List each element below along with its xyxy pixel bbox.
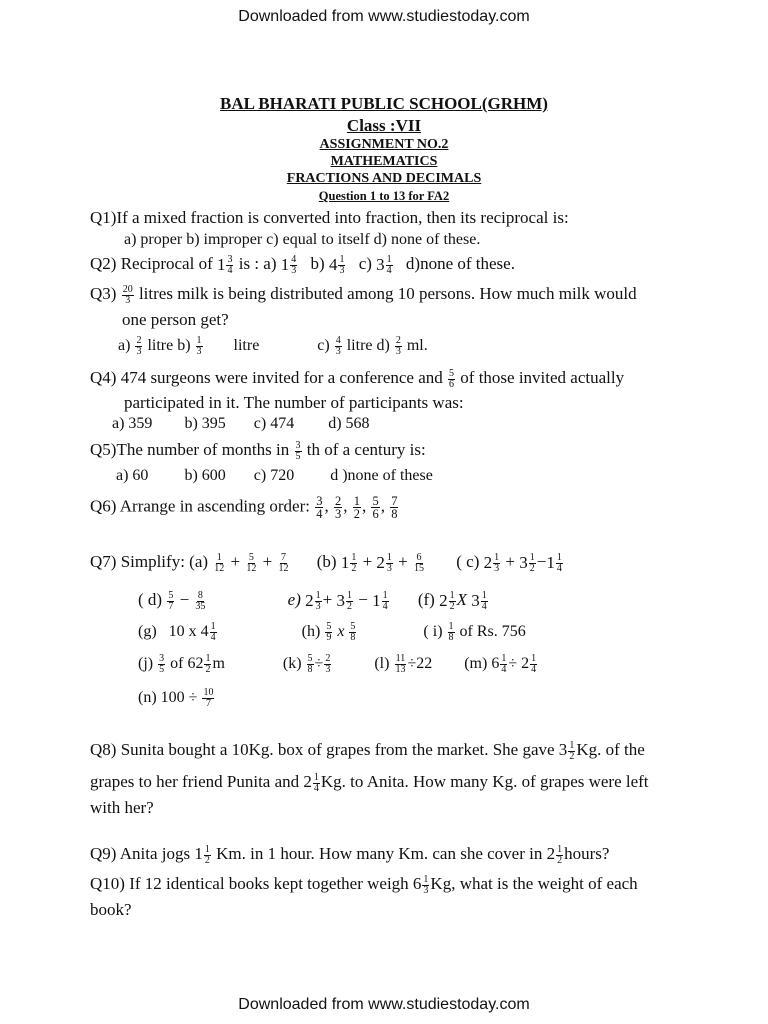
q3-of: ml. — [406, 337, 428, 355]
q8-line3: with her? — [90, 798, 154, 817]
q3-options: a) $\frac{2}{3}$ litre b) $\frac{1}{3}$ litre c) $\frac{4}{3}$ litre d) $\frac{2}{3}$ ml. — [118, 335, 428, 357]
q3-text2: one person get? — [122, 310, 229, 329]
q2-mixed: 1 3 4 — [216, 253, 233, 276]
top-watermark: Downloaded from www.studiestoday.com — [238, 8, 530, 25]
q3-od: c) — [317, 337, 330, 355]
q3-label: Q3) — [90, 284, 117, 303]
bottom-watermark: Downloaded from www.studiestoday.com — [238, 996, 530, 1013]
q5-opt-b: b) 600 — [184, 467, 226, 484]
q1-options: a) proper b) improper c) equal to itself d) none of these. — [124, 231, 481, 248]
q4-text2: of those invited actually — [460, 368, 625, 387]
q2-label: Q2) Reciprocal of — [90, 254, 213, 273]
q5-text2: th of a century is: — [306, 440, 426, 459]
q5-opt-c: c) 720 — [253, 467, 295, 484]
q6-text: Q6) Arrange in ascending order: — [90, 496, 310, 516]
q5-line: Q5)The number of months in $\frac{3}{5}$ th of a century is: — [90, 439, 426, 462]
q3-oa: a) — [118, 337, 131, 355]
assignment-title: ASSIGNMENT NO.2 — [319, 137, 449, 152]
q4-opt-a: a) 359 — [112, 415, 153, 432]
q7-j: (j) — [138, 655, 154, 673]
q7-h: (h) — [301, 623, 321, 641]
q8-line1: Q8) Sunita bought a 10Kg. box of grapes from the market. She gave 3 $\frac{1}{2}$ Kg. of the — [90, 739, 645, 762]
q7-f: (f) — [417, 590, 435, 609]
q7-i: ( i) — [423, 623, 443, 641]
q2-opt-a: 1 4 3 — [280, 253, 297, 276]
q7-row1: Q7) Simplify: (a) $\frac{1}{12}$ + $\frac{5}{12}$ + $\frac{7}{12}$ (b) 1 1 2 + 2 1 3 + $\frac{6}{15}$ ( c) 2 1 3 + 3 1 2 −1 1 4 — [90, 551, 562, 574]
q2-opt-c: 3 1 4 — [376, 253, 392, 276]
q2-d-label: d)none of these. — [405, 254, 515, 273]
q4-text3: participated in it. The number of participants was: — [124, 393, 464, 412]
q4-text: Q4) 474 surgeons were invited for a conference and — [90, 368, 443, 387]
q8-line2: grapes to her friend Punita and 2 $\frac{1}{4}$ Kg. to Anita. How many Kg. of grapes were left — [90, 771, 649, 794]
q2-b-label: b) — [310, 254, 325, 273]
q1-text: Q1)If a mixed fraction is converted into fraction, then its reciprocal is: — [90, 208, 569, 227]
q3-text: litres milk is being distributed among 10 persons. How much milk would — [138, 284, 637, 303]
q4-line: Q4) 474 surgeons were invited for a conference and $\frac{5}{6}$ of those invited actually — [90, 367, 625, 390]
q7-row4: (j) $\frac{3}{5}$ of 62 $\frac{1}{2}$ m (k) $\frac{5}{8}$ ÷ $\frac{2}{3}$ (l) $\frac{11}{13}$ ÷22 (m) 6 $\frac{1}{4}$ ÷ 2 $\frac{1}{4}$ — [138, 653, 537, 675]
q3-ob: litre b) — [147, 337, 191, 355]
q3-oc: litre — [233, 337, 260, 355]
q2-line — [90, 254, 515, 276]
q7-e: e) — [287, 590, 301, 609]
scope-title: Question 1 to 13 for FA2 — [318, 189, 450, 203]
q4-opt-d: d) 568 — [328, 415, 370, 432]
subject-title: MATHEMATICS — [330, 154, 438, 169]
q9-line: Q9) Anita jogs 1 $\frac{1}{2}$ Km. in 1 hour. How many Km. can she cover in 2 $\frac{1}{2}$ hours? — [90, 843, 610, 866]
q2-opt-b: 4 1 3 — [328, 253, 345, 276]
q2-is: is : a) — [238, 254, 277, 273]
school-name: BAL BHARATI PUBLIC SCHOOL(GRHM) — [220, 94, 548, 113]
topic-title: FRACTIONS AND DECIMALS — [286, 171, 482, 186]
q4-options — [112, 414, 370, 434]
q7-n: (n) 100 ÷ — [138, 689, 198, 707]
q7-row2: ( d) $\frac{5}{7}$ − $\frac{8}{35}$ e) 2 1 3 + 3 1 2 − 1 1 4 (f) 2 1 2 X 3 1 4 — [138, 589, 487, 612]
q7-g: (g) — [138, 623, 157, 641]
class-title: Class :VII — [346, 116, 422, 135]
q4-opt-b: b) 395 — [184, 415, 226, 432]
q5-opt-a: a) 60 — [116, 467, 149, 484]
q2-c-label: c) — [358, 254, 372, 273]
q5-opt-d: d )none of these — [330, 467, 433, 484]
q10-line1: Q10) If 12 identical books kept together weigh 6 $\frac{1}{3}$ Kg, what is the weight of each — [90, 873, 638, 896]
q7-lead: Q7) Simplify: (a) — [90, 552, 209, 571]
q3-oe: litre d) — [346, 337, 390, 355]
q10-line2: book? — [90, 900, 132, 919]
q7-l: (l) — [374, 655, 390, 673]
q3-line — [90, 284, 637, 306]
q5-options — [116, 466, 433, 486]
q7-d: ( d) — [138, 590, 163, 609]
q6-line: Q6) Arrange in ascending order: $\frac{3}{4}$ , $\frac{2}{3}$ , $\frac{1}{2}$ , $\frac{5}{6}$ , $\frac{7}{8}$ — [90, 494, 398, 521]
q4-opt-c: c) 474 — [253, 415, 295, 432]
q7-k: (k) — [282, 655, 302, 673]
q7-c: ( c) — [456, 552, 480, 571]
q3-frac: $\frac{20}{3}$ — [122, 283, 133, 306]
q7-b: (b) — [316, 552, 337, 571]
q7-row3: (g) 10 x 4 $\frac{1}{4}$ (h) $\frac{5}{9}$ x $\frac{5}{8}$ ( i) $\frac{1}{8}$ of Rs. 756 — [138, 621, 526, 643]
q5-text: Q5)The number of months in — [90, 440, 290, 459]
q7-m: (m) 6 — [464, 655, 500, 673]
q7-row5: (n) 100 ÷ $\frac{10}{7}$ — [138, 687, 214, 709]
